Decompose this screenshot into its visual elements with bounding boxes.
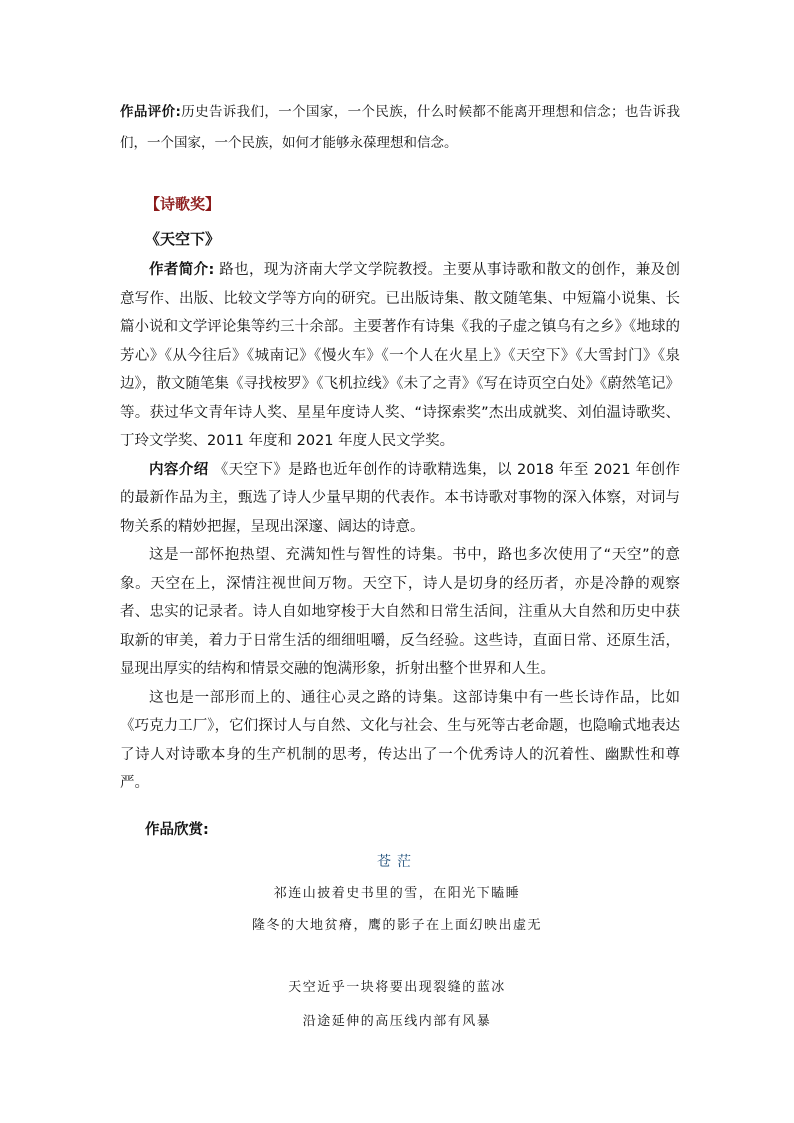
poem-line: 祁连山披着史书里的雪，在阳光下瞌睡 xyxy=(273,886,521,901)
author-intro xyxy=(120,256,680,456)
section-heading-poetry-award: 【诗歌奖】 xyxy=(145,195,221,213)
body-text xyxy=(120,256,680,798)
evaluation-label: 作品评价: xyxy=(120,104,181,120)
author-intro-text: 路也，现为济南大学文学院教授。主要从事诗歌和散文的创作，兼及创意写作、出版、比较文学等方向的研究。已出版诗集、散文随笔集、中短篇小说集、长篇小说和文学评论集等约三十余部。主要著作有诗集《我的子虚之镇乌有之乡》《地球的芳心》《从今往后》《城南记》《慢火车》《一个人在火星上》《天空下》《大雪封门》《泉边》，散文随笔集《寻找桉罗》《飞机拉线》《未了之青》《写在诗页空白处》《蔚然笔记》等。获过华文青年诗人奖、星星年度诗人奖、“诗探索奖”杰出成就奖、刘伯温诗歌奖、丁玲文学奖、2011 年度和 2021 年度人民文学奖。 xyxy=(120,262,680,449)
appreciation-label: 作品欣赏: xyxy=(145,822,209,838)
content-intro-label: 内容介绍 xyxy=(149,461,209,478)
content-intro xyxy=(120,456,680,542)
book-title: 《天空下》 xyxy=(145,230,221,248)
poem-title: 苍茫 xyxy=(377,854,417,870)
poem-line: 沿途延伸的高压线内部有风暴 xyxy=(302,1014,492,1029)
paragraph-2: 这也是一部形而上的、通往心灵之路的诗集。这部诗集中有一些长诗作品，比如《巧克力工厂》，它们探讨人与自然、文化与社会、生与死等古老命题，也隐喻式地表达了诗人对诗歌本身的生产机制的思考，传达出了一个优秀诗人的沉着性、幽默性和尊严。 xyxy=(120,689,680,791)
author-intro-label: 作者简介: xyxy=(149,262,215,278)
poem-line: 隆冬的大地贫瘠，鹰的影子在上面幻映出虚无 xyxy=(251,918,542,933)
work-evaluation xyxy=(120,97,680,159)
poem-line: 天空近乎一块将要出现裂缝的蓝冰 xyxy=(288,980,506,995)
evaluation-text: 历史告诉我们，一个国家，一个民族，什么时候都不能离开理想和信念；也告诉我们，一个国家，一个民族，如何才能够永葆理想和信念。 xyxy=(120,104,680,151)
content-intro-text: 《天空下》是路也近年创作的诗歌精选集，以 2018 年至 2021 年创作的最新作品为主，甄选了诗人少量早期的代表作。本书诗歌对事物的深入体察，对词与物关系的精妙把握，呈现出深邃、阔达的诗意。 xyxy=(120,461,680,535)
paragraph-1: 这是一部怀抱热望、充满知性与智性的诗集。书中，路也多次使用了“天空”的意象。天空在上，深情注视世间万物。天空下，诗人是切身的经历者，亦是冷静的观察者、忠实的记录者。诗人自如地穿梭于大自然和日常生活间，注重从大自然和历史中获取新的审美，着力于日常生活的细细咀嚼，反刍经验。这些诗，直面日常、还原生活，显现出厚实的结构和情景交融的饱满形象，折射出整个世界和人生。 xyxy=(120,547,680,677)
